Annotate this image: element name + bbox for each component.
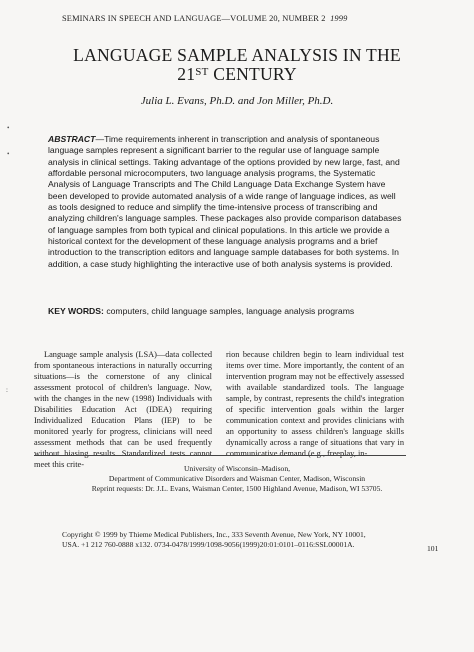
body-right-column: rion because children begin to learn individual test items over time. More importantly, the content of an intervention program may not be effectively assessed with available standardized tools. The language sample, by contrast, represents the child's integration of specific intervention goals within the larger communication context and provides clinicians with an opportunity to assess children's language skills dynamically across a range of situations that vary in communicative demand (e.g., freeplay, in-: [226, 350, 404, 458]
keywords-text: computers, child language samples, language analysis programs: [103, 306, 355, 316]
running-head-year: 1999: [330, 14, 348, 23]
running-head: [62, 14, 347, 23]
margin-dot-mark: :: [6, 386, 8, 394]
margin-dot-mark: •: [7, 124, 10, 132]
copyright-line-2: USA. +1 212 760-0888 x132. 0734-0478/1999/1098-9056(1999)20:01:0101–0116:SSL00001A.: [62, 540, 355, 549]
margin-dot-mark: •: [7, 150, 10, 158]
page-number: 101: [427, 544, 439, 553]
keywords-label: KEY WORDS:: [48, 306, 104, 316]
title-century: CENTURY: [208, 64, 297, 84]
article-title-line-2: [0, 65, 474, 87]
keywords: [48, 306, 406, 317]
body-left-column: Language sample analysis (LSA)—data collected from spontaneous interactions in naturally occurring situations—is the cornerstone of any clinical assessment protocol of children's language. Now, with the changes in the new (1998) Individuals with Disabilities Education Act (IDEA) requiring Individualized Education Plans (IEP) to be monitored yearly for progress, clinicians will need assessment methods that can be used frequently without biasing results. Standardized tests cannot meet this crite-: [34, 350, 212, 469]
footnote-line-1: University of Wisconsin–Madison,: [183, 464, 291, 473]
author-line: Julia L. Evans, Ph.D. and Jon Miller, Ph.D.: [140, 95, 334, 107]
title-number: 21: [177, 64, 196, 84]
footnote-affiliation: [0, 464, 474, 494]
copyright-notice: [62, 530, 406, 550]
article-title-line-1: LANGUAGE SAMPLE ANALYSIS IN THE: [73, 45, 401, 65]
footnote-line-2: Department of Communicative Disorders and Waisman Center, Madison, Wisconsin: [108, 474, 366, 483]
running-head-text: SEMINARS IN SPEECH AND LANGUAGE—VOLUME 20, NUMBER 2: [62, 14, 326, 23]
abstract-text: —Time requirements inherent in transcription and analysis of spontaneous language samples represent a significant barrier to the regular use of language sample analysis in clinical settings. Taking advantage of the options provided by new large, fast, and affordable personal microcomputers, two language analysis programs, the Systematic Analysis of Language Transcripts and The Child Language Data Exchange System have been developed to provide automated analysis of a wide range of language indices, as well as tools designed to reduce and simplify the time-intensive process of transcribing and analyzing children's language samples. These packages also provide comparison databases of language samples from both typical and clinical populations. In this article we provide a historical context for the development of these language analysis programs and a brief introduction to the transcription editors and language sample databases for both systems. In addition, a case study highlighting the interactive use of both analysis systems is provided.: [48, 134, 402, 269]
title-superscript: ST: [195, 66, 209, 78]
footnote-line-3: Reprint requests: Dr. J.L. Evans, Waisman Center, 1500 Highland Avenue, Madison, WI 53705.: [91, 484, 383, 493]
abstract: [48, 134, 406, 270]
copyright-line-1: Copyright © 1999 by Thieme Medical Publishers, Inc., 333 Seventh Avenue, New York, NY 10001,: [62, 530, 366, 539]
footnote-rule: [34, 455, 406, 456]
abstract-label: ABSTRACT: [48, 134, 96, 144]
